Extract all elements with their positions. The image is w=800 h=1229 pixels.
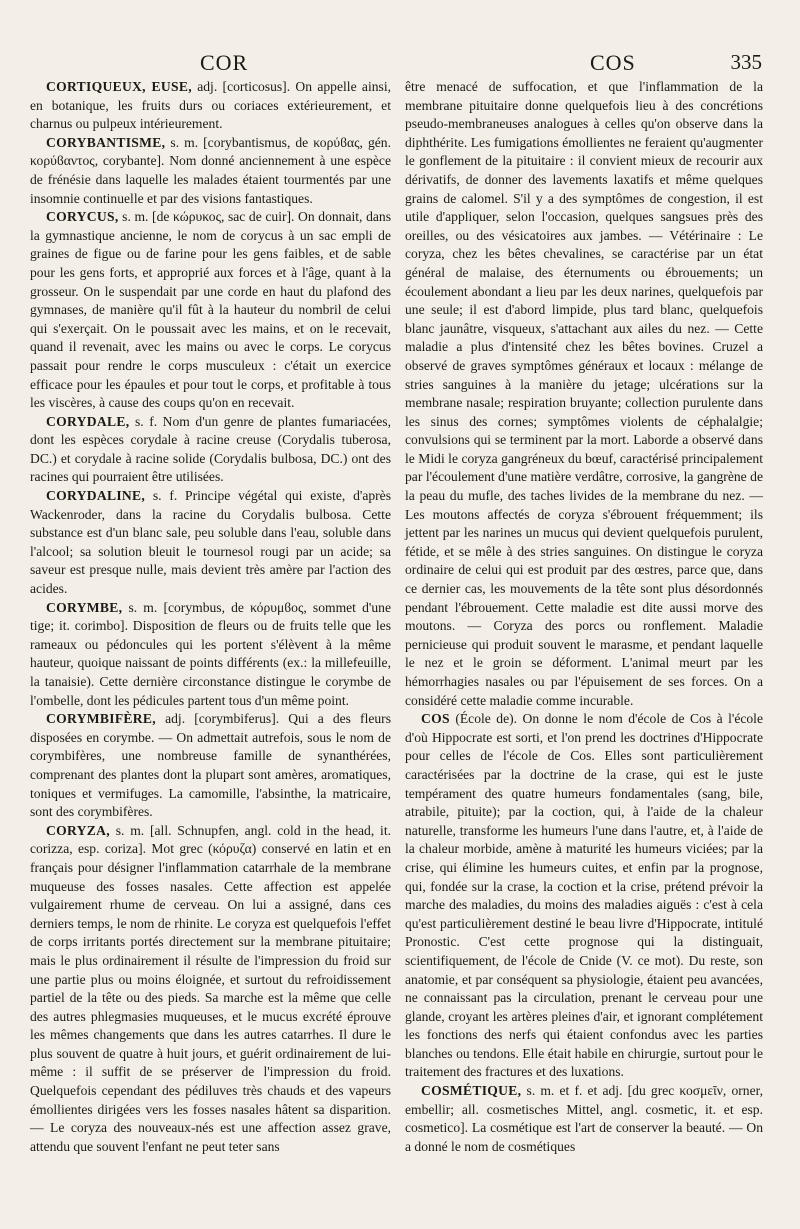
dictionary-entry (30, 134, 391, 208)
entry-text: adj. [corticosus]. On appelle ainsi, en botanique, les fruits durs ou coriaces extérieurement, et charnus ou pulpeux intérieurement. (30, 79, 391, 132)
header-right-guideword: COS (590, 50, 636, 75)
page-header (30, 44, 766, 74)
dictionary-entry (405, 1082, 763, 1156)
entry-text: s. m. [de κώρυκος, sac de cuir]. On donnait, dans la gymnastique ancienne, le nom de corycus à un sac empli de graines de figue ou de farine pour les gens faibles, et de sable pour les gens forts, et approprié aux forces et à l'âge, quant à la grosseur. On le suspendait par une corde en haut du plafond des gymnases, de manière qu'il fût à la hauteur du nombril de celui qui s'exerçait. On le poussait avec les mains, et on le recevait, quand il revenait, avec les mains ou avec le corps. Le corycus passait pour rendre le corps musculeux : c'était un exercice efficace pour les épaules et pour tout le corps, et profitable à tous les viscères, à cause des coups qu'on en recevait. (30, 209, 391, 411)
page-number: 335 (730, 50, 762, 74)
entry-headword: CORYCUS, (46, 209, 119, 225)
dictionary-entry (30, 487, 391, 599)
columns (30, 78, 766, 1156)
right-column (405, 78, 763, 1156)
entry-headword: COS (421, 711, 450, 727)
dictionary-entry (30, 208, 391, 413)
entry-headword: CORYBANTISME, (46, 134, 166, 150)
entry-headword: CORYDALE, (46, 413, 130, 429)
entry-text: adj. [corymbiferus]. Qui a des fleurs disposées en corymbe. — On admettait autrefois, sous le nom de corymbifères, une nombreuse famille de synanthérées, comprenant des plantes dont la plupart sont amères, aromatiques, toniques et vermifuges. La camomille, l'absinthe, la matricaire, sont des corymbifères. (30, 711, 391, 820)
header-left-guideword: COR (200, 50, 249, 75)
entry-headword: CORYDALINE, (46, 488, 146, 504)
entry-text: s. m. [corymbus, de κόρυμϐος, sommet d'une tige; it. corimbo]. Disposition de fleurs ou de fruits telle que les rameaux ou pédoncules qui les portent s'élèvent à la même hauteur, quoique naissant de points différents (ex.: la millefeuille, la tanaisie). Cette dernière circonstance distingue le corymbe de l'ombelle, dont les pédicules partent tous d'un même point. (30, 599, 391, 708)
dictionary-entry (30, 710, 391, 822)
entry-text: s. f. Principe végétal qui existe, d'après Wackenroder, dans la racine du Corydalis bulbosa. Cette substance est d'un blanc sale, peu soluble dans l'eau, soluble dans l'alcool; sa solution bleuit le tournesol rougi par un acide; sa saveur est presque nulle, mais devient très amère par l'action des acides. (30, 488, 391, 597)
entry-headword: CORTIQUEUX, EUSE, (46, 79, 192, 94)
entry-text: s. m. [corybantismus, de κορύϐας, gén. κορύϐαντος, corybante]. Nom donné anciennement à une espèce de frénésie dans laquelle les malades étaient tourmentés par une insomnie continuelle et par des visions fantastiques. (30, 134, 391, 206)
dictionary-entry (405, 710, 763, 1082)
dictionary-entry (30, 822, 391, 1157)
entry-text: s. m. [all. Schnupfen, angl. cold in the head, it. corizza, esp. coriza]. Mot grec (κόρυζα) conservé en latin et en français pour désigner l'inflammation catarrhale de la membrane muqueuse des fosses nasales. Cette affection est appelée vulgairement rhume de cerveau. On lui a assigné, dans ces derniers temps, le nom de rhinite. Le coryza est quelquefois l'effet de corps irritants portés directement sur la membrane pituitaire; mais le plus ordinairement il résulte de l'impression du froid sur une partie plus ou moins éloignée, et surtout du refroidissement partiel de la tête ou des pieds. Sa marche est la même que celle des autres phlegmasies muqueuses, et le mucus excrété éprouve les mêmes changements que dans les autres catarrhes. Il dure le plus souvent de quatre à huit jours, et guérit ordinairement de lui-même : il suffit de se préserver de l'impression du froid. Quelquefois cependant des pédiluves très chauds et des vapeurs émollientes dirigées vers les fosses nasales hâtent sa disparition. — Le coryza des nouveaux-nés est une affection assez grave, attendu que souvent l'enfant ne peut teter sans (30, 822, 391, 1154)
dictionary-entry (30, 599, 391, 711)
entry-headword: CORYZA, (46, 822, 110, 838)
dictionary-entry (30, 413, 391, 487)
entry-text: être menacé de suffocation, et que l'inflammation de la membrane pituitaire donne quelquefois lieu à des concrétions pseudo-membraneuses analogues à celles qu'on observe dans la diphthérite. Les fumigations émollientes ne feraient qu'augmenter le gonflement de la pituitaire : il convient mieux de recourir aux dérivatifs, de donner des lavements laxatifs et même quelques grains de calomel. S'il y a des symptômes de congestion, il est utile d'appliquer, selon l'occasion, quelques sangsues près des oreilles, ou des vésicatoires aux jambes. — Vétérinaire : Le coryza, chez les bêtes chevalines, se caractérise par un état général de malaise, des éternuments ou ébrouements; un écoulement abondant a lieu par les deux narines, quelquefois par une seule; il est d'abord limpide, plus tard blanc, quelquefois blanc jaunâtre, visqueux, s'attachant aux ailes du nez. — Cette maladie a plus d'intensité chez les bêtes bovines. Cruzel a observé de graves symptômes généraux et locaux : mélange de stries sanguines à la manière du jetage; ulcérations sur la membrane nasale; respiration bruyante; collection purulente dans les sinus des cornes; symptômes violents de céphalalgie; convulsions qui se terminent par la mort. Laborde a observé dans le Midi le coryza gangréneux du bœuf, caractérisé principalement par l'écoulement d'une matière verdâtre, corrosive, la gangrène de la peau du mufle, des taches livides de la membrane du nez. — Les moutons affectés de coryza s'ébrouent fréquemment; ils jettent par les narines un mucus qui devient quelquefois purulent, fétide, et se mêle à des stries sanguines. On distingue le coryza ordinaire de celui qui est produit par des œstres, parce que, dans ce dernier cas, les mouvements de la tête sont plus désordonnés pendant l'ébrouement. Cette maladie est dite aussi morve des moutons. — Coryza des porcs ou ronflement. Maladie pernicieuse qui produit souvent le marasme, et pendant laquelle le nez et le groin se déforment. L'animal meurt par les hémorrhagies nasales ou par l'épuisement de ses forces. On a considéré cette maladie comme incurable. (405, 79, 763, 708)
entry-headword: COSMÉTIQUE, (421, 1083, 522, 1099)
entry-text: s. m. et f. et adj. [du grec κοσμεῖν, orner, embellir; all. cosmetisches Mittel, angl. cosmetic, it. et esp. cosmetico]. La cosmétique est l'art de conserver la beauté. — On a donné le nom de cosmétiques (405, 1083, 763, 1154)
entry-headword: CORYMBE, (46, 599, 123, 615)
dictionary-entry (30, 78, 391, 134)
entry-text: s. f. Nom d'un genre de plantes fumariacées, dont les espèces corydale à racine creuse (Corydalis tuberosa, DC.) et corydale à racine solide (Corydalis bulbosa, DC.) ont des racines qui pourraient être utilisées. (30, 413, 391, 485)
entry-headword: CORYMBIFÈRE, (46, 711, 156, 727)
dictionary-entry (405, 78, 763, 710)
left-column (30, 78, 391, 1156)
entry-text: (École de). On donne le nom d'école de Cos à l'école d'où Hippocrate est sorti, et l'on prend les doctrines d'Hippocrate pour celles de l'école de Cos. Elles sont particulièrement caractérisées par la doctrine de la crase, qui est le juste tempérament des quatre humeurs fondamentales (sang, bile, atrabile, pituite); par la coction, qui, à l'aide de la chaleur naturelle, transforme les humeurs l'une dans l'autre, et, à l'aide de la chaleur morbide, amène à maturité les humeurs viciées; par la crise, qui élimine les humeurs cuites, et enfin par la prognose, qui, fondée sur la crase, la coction et la crise, prétend prévoir la marche des maladies, du moins des maladies aiguës : c'est à cela qu'est particulièrement destiné le beau livre d'Hippocrate, intitulé Pronostic. C'est cette prognose qui la distinguait, scientifiquement, de l'école de Cnide (V. ce mot). Du reste, son anatomie, et par conséquent sa physiologie, étaient peu avancées, ne connaissant pas la circulation, prenant le cerveau pour une glande, croyant les artères pleines d'air, et ignorant complétement les fonctions des nerfs qui étaient confondus avec les parties blanches ou tendons. Elle était habile en chirurgie, surtout pour le traitement des fractures et des luxations. (405, 711, 763, 1080)
